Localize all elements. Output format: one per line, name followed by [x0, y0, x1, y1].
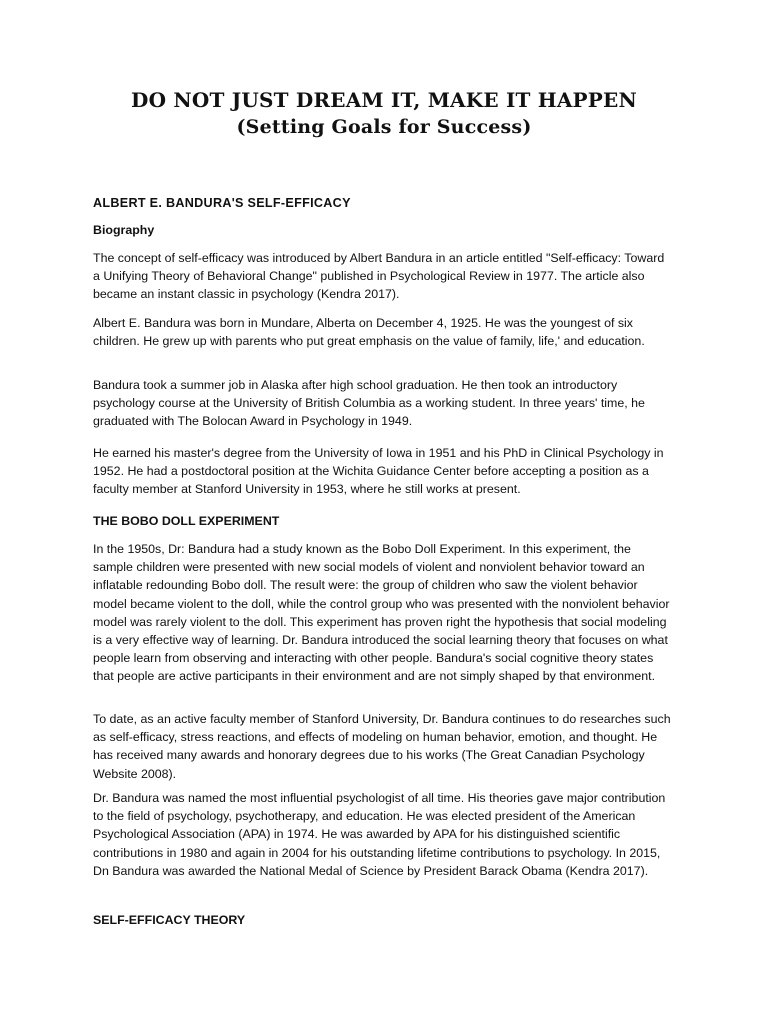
biography-heading: Biography: [93, 223, 155, 237]
document-subtitle: (Setting Goals for Success): [236, 116, 532, 138]
paragraph: He earned his master's degree from the University of Iowa in 1951 and his PhD in Clinical Psychology in 1952. He had a postdoctoral position at the Wichita Guidance Center before accepting a position as a faculty member at Stanford University in 1953, where he still works at present.: [93, 446, 664, 497]
paragraph: Albert E. Bandura was born in Mundare, Alberta on December 4, 1925. He was the youngest of six children. He grew up with parents who put great emphasis on the value of family, life,' and education.: [93, 316, 645, 349]
bobo-heading: THE BOBO DOLL EXPERIMENT: [93, 514, 280, 528]
paragraph: In the 1950s, Dr: Bandura had a study known as the Bobo Doll Experiment. In this experiment, the sample children were presented with new social models of violent and nonviolent behavior toward an inflatable redounding Bobo doll. The result were: the group of children who saw the violent behavior model became violent to the doll, while the control group who was presented with the nonviolent behavior model was rarely violent to the doll. This experiment has proven right the hypothesis that social modeling is a very effective way of learning. Dr. Bandura introduced the social learning theory that focuses on what people learn from observing and interacting with other people. Bandura's social cognitive theory states that people are active participants in their environment and are not simply shaped by that environment.: [93, 542, 670, 684]
paragraph: To date, as an active faculty member of Stanford University, Dr. Bandura continues to do researches such as self-efficacy, stress reactions, and effects of modeling on human behavior, emotion, and thought. He has received many awards and honorary degrees due to his works (The Great Canadian Psychology Website 2008).: [93, 712, 671, 781]
paragraph: Bandura took a summer job in Alaska after high school graduation. He then took an introductory psychology course at the University of British Columbia as a working student. In three years' time, he graduated with The Bolocan Award in Psychology in 1949.: [93, 378, 645, 429]
paragraph: The concept of self-efficacy was introduced by Albert Bandura in an article entitled "Self-efficacy: Toward a Unifying Theory of Behavioral Change" published in Psychological Review in 1977. The article also became an instant classic in psychology (Kendra 2017).: [93, 251, 665, 302]
paragraph: Dr. Bandura was named the most influential psychologist of all time. His theories gave major contribution to the field of psychology, psychotherapy, and education. He was elected president of the American Psychological Association (APA) in 1974. He was awarded by APA for his distinguished scientific contributions in 1980 and again in 2004 for his outstanding lifetime contributions to psychology. In 2015, Dn Bandura was awarded the National Medal of Science by President Barack Obama (Kendra 2017).: [93, 791, 666, 878]
section-heading: ALBERT E. BANDURA'S SELF-EFFICACY: [93, 196, 351, 210]
theory-heading: SELF-EFFICACY THEORY: [93, 913, 246, 927]
document-title: DO NOT JUST DREAM IT, MAKE IT HAPPEN: [131, 88, 637, 112]
